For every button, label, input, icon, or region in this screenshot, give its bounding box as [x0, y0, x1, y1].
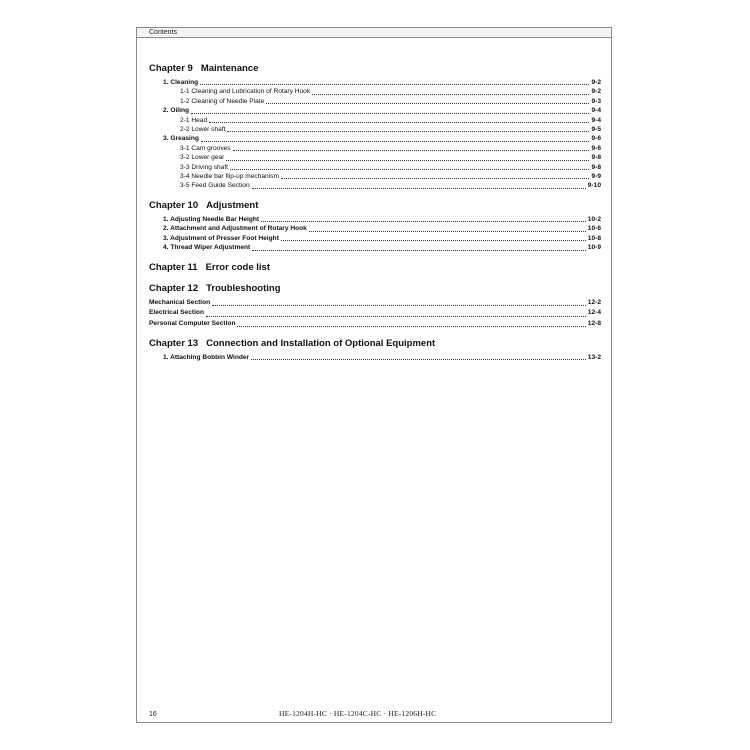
toc-entry-page: 12-4 [587, 309, 601, 316]
toc-entry-page: 9-6 [591, 135, 601, 143]
dot-leader [281, 239, 586, 241]
dot-leader [237, 325, 585, 327]
toc-entry[interactable] [149, 134, 601, 143]
chapter-heading[interactable] [149, 200, 601, 212]
dot-leader [191, 112, 589, 114]
toc-entry[interactable] [149, 172, 601, 181]
chapter-number: Chapter 9 [149, 63, 193, 74]
toc-entry[interactable] [149, 308, 601, 319]
toc-entry-label: 1-2 Cleaning of Needle Plate [180, 97, 265, 105]
table-of-contents [149, 63, 601, 362]
toc-entry-label: 2. Attachment and Adjustment of Rotary Hook [163, 225, 307, 233]
dot-leader [251, 358, 586, 360]
dot-leader [266, 102, 589, 104]
toc-entry-label: 3-4 Needle bar flip-up mechanism [180, 173, 279, 181]
toc-entry-label: 3-1 Cam grooves [180, 144, 231, 152]
toc-entry[interactable] [149, 298, 601, 309]
toc-entry-label: 1. Attaching Bobbin Winder [163, 354, 250, 361]
toc-entry[interactable] [149, 106, 601, 115]
dot-leader [200, 83, 589, 85]
toc-entry-page: 9-4 [591, 107, 601, 115]
toc-entry-label: Personal Computer Section [149, 319, 236, 327]
toc-entry-page: 9-5 [591, 126, 601, 134]
toc-entry-page: 9-6 [591, 144, 601, 152]
toc-entry[interactable] [149, 215, 601, 224]
toc-entry[interactable] [149, 234, 601, 243]
chapter-title: Error code list [205, 261, 270, 273]
footer-page-number: 16 [149, 711, 157, 718]
toc-entry-page: 9-2 [591, 88, 601, 96]
chapter-title: Adjustment [206, 199, 259, 211]
toc-entry-label: 3-3 Driving shaft [180, 163, 229, 171]
chapter-heading[interactable] [149, 262, 601, 274]
toc-entry-label: 3-2 Lower gear [180, 154, 225, 162]
toc-entry-page: 12-8 [587, 319, 601, 327]
toc-entry-page: 9-10 [587, 182, 601, 190]
document-page [136, 27, 612, 723]
toc-entry-label: 1. Adjusting Needle Bar Height [163, 215, 260, 223]
dot-leader [312, 93, 589, 95]
toc-entry-label: 2-1 Head [180, 116, 208, 124]
chapter-number: Chapter 12 [149, 282, 199, 294]
toc-entry-label: 3-5 Feed Guide Section [180, 182, 250, 190]
toc-entry-label: 1. Cleaning [163, 79, 199, 86]
toc-entry-page: 9-3 [591, 97, 601, 105]
toc-entry[interactable] [149, 243, 601, 252]
chapter-heading[interactable] [149, 283, 601, 295]
chapter-title: Connection and Installation of Optional Equipment [206, 338, 436, 349]
toc-entry-label: Mechanical Section [149, 298, 211, 306]
dot-leader [227, 130, 589, 132]
toc-entry[interactable] [149, 181, 601, 190]
toc-entry[interactable] [149, 319, 601, 330]
toc-entry[interactable] [149, 144, 601, 153]
dot-leader [233, 149, 590, 151]
toc-entry-page: 13-2 [587, 354, 601, 361]
toc-entry-label: 3. Adjustment of Presser Foot Height [163, 234, 279, 242]
dot-leader [261, 220, 586, 222]
toc-entry-page: 9-8 [591, 154, 601, 162]
toc-entry[interactable] [149, 116, 601, 125]
toc-entry-label: 2. Oiling [163, 107, 190, 115]
dot-leader [309, 230, 586, 232]
toc-entry-label: 1-1 Cleaning and Lubrication of Rotary Hook [180, 88, 311, 96]
dot-leader [209, 121, 589, 123]
toc-entry-page: 12-2 [587, 298, 601, 306]
dot-leader [281, 177, 590, 179]
chapter-heading[interactable] [149, 338, 601, 350]
chapter-number: Chapter 11 [149, 261, 198, 273]
page-header [137, 28, 611, 38]
dot-leader [201, 140, 590, 142]
toc-entry[interactable] [149, 163, 601, 172]
toc-entry[interactable] [149, 125, 601, 134]
dot-leader [206, 315, 586, 317]
toc-entry-label: 2-2 Lower shaft [180, 126, 226, 134]
toc-entry[interactable] [149, 224, 601, 233]
toc-entry[interactable] [149, 78, 601, 87]
toc-entry-label: 4. Thread Wiper Adjustment [163, 244, 251, 252]
toc-entry-label: 3. Greasing [163, 135, 199, 143]
toc-entry-page: 9-8 [591, 163, 601, 171]
toc-entry-page: 10-6 [587, 225, 601, 233]
toc-entry-label: Electrical Section [149, 309, 204, 316]
header-label: Contents [149, 29, 178, 36]
dot-leader [252, 249, 586, 251]
chapter-number: Chapter 10 [149, 199, 199, 211]
toc-entry-page: 9-9 [591, 173, 601, 181]
toc-entry[interactable] [149, 353, 601, 362]
dot-leader [230, 168, 589, 170]
toc-entry[interactable] [149, 87, 601, 96]
dot-leader [226, 159, 589, 161]
toc-entry-page: 10-9 [587, 244, 601, 252]
chapter-title: Maintenance [200, 63, 259, 74]
toc-entry[interactable] [149, 97, 601, 106]
chapter-title: Troubleshooting [206, 282, 281, 294]
chapter-heading[interactable] [149, 63, 601, 75]
toc-entry-page: 9-2 [591, 79, 601, 86]
toc-entry-page: 10-2 [587, 215, 601, 223]
chapter-number: Chapter 13 [149, 338, 199, 349]
footer-model-names: HE-1204H-HC · HE-1204C-HC · HE-1206H-HC [279, 709, 437, 718]
toc-entry-page: 9-4 [591, 116, 601, 124]
dot-leader [252, 187, 586, 189]
toc-entry[interactable] [149, 153, 601, 162]
toc-entry-page: 10-8 [587, 234, 601, 242]
dot-leader [212, 304, 586, 306]
